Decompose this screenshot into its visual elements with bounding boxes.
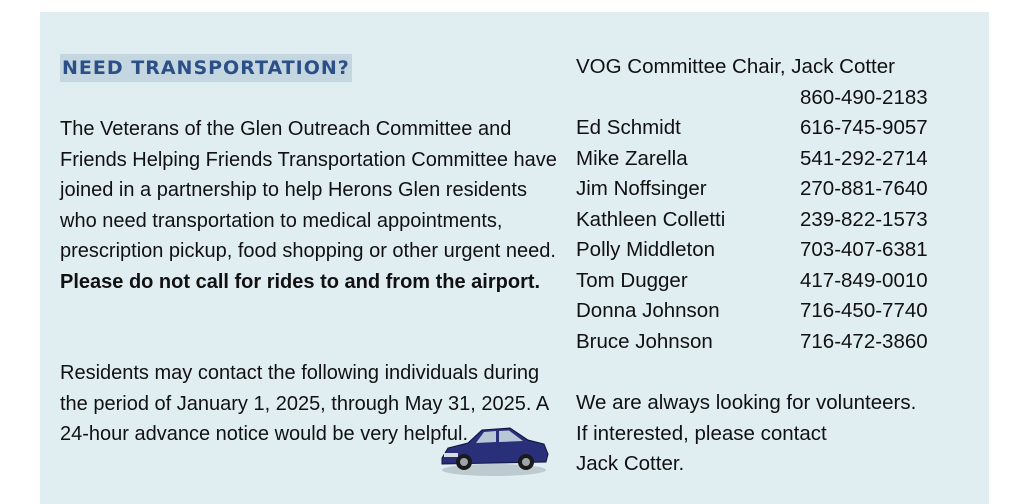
- contact-phone: 239-822-1573: [800, 207, 928, 231]
- volunteer-line-3: Jack Cotter.: [576, 452, 685, 475]
- heading-wrap: [60, 54, 555, 82]
- contact-name: Jim Noffsinger: [576, 177, 707, 200]
- chair-label: VOG Committee Chair, Jack Cotter: [576, 55, 895, 78]
- volunteer-note: [576, 388, 976, 480]
- contact-row: [576, 296, 956, 327]
- contacts-block: [576, 52, 956, 357]
- intro-notice: Please do not call for rides to and from the airport.: [60, 270, 541, 293]
- contact-row: [576, 205, 956, 236]
- contact-row: [576, 174, 956, 205]
- contact-phone: 541-292-2714: [800, 146, 928, 170]
- contact-row: [576, 266, 956, 297]
- contact-phone: 417-849-0010: [800, 268, 928, 292]
- contact-row: [576, 327, 956, 358]
- contact-phone: 703-407-6381: [800, 238, 928, 261]
- contact-row: [576, 113, 956, 144]
- intro-text: The Veterans of the Glen Outreach Committee and Friends Helping Friends Transportation Committee have joined in a partnership to help Herons Glen residents who need transportation to medical appointments, prescription pickup, food shopping or other urgent need.: [60, 118, 557, 262]
- volunteer-line-1: We are always looking for volunteers.: [576, 391, 917, 414]
- contact-row: [576, 235, 956, 266]
- intro-paragraph: [60, 114, 560, 297]
- page-title: NEED TRANSPORTATION?: [60, 54, 352, 82]
- contact-phone: 616-745-9057: [800, 116, 928, 139]
- contact-row: [576, 144, 956, 175]
- car-icon: [438, 418, 550, 478]
- contact-name: Donna Johnson: [576, 299, 720, 322]
- contact-name: Ed Schmidt: [576, 116, 681, 139]
- volunteer-line-2: If interested, please contact: [576, 421, 827, 445]
- contact-name: Tom Dugger: [576, 268, 688, 292]
- contact-list: [576, 113, 956, 357]
- contact-name: Kathleen Colletti: [576, 207, 726, 231]
- residents-paragraph: Residents may contact the following individuals during the period of January 1, 2025, through May 31, 2025. A 24-hour advance notice would be very helpful.: [60, 362, 549, 445]
- contact-name: Polly Middleton: [576, 238, 716, 261]
- chair-phone: 860-490-2183: [800, 85, 928, 109]
- contact-phone: 716-450-7740: [800, 299, 928, 322]
- contact-name: Mike Zarella: [576, 146, 688, 170]
- contact-phone: 716-472-3860: [800, 329, 928, 353]
- contact-phone: 270-881-7640: [800, 177, 928, 200]
- contact-name: Bruce Johnson: [576, 329, 713, 353]
